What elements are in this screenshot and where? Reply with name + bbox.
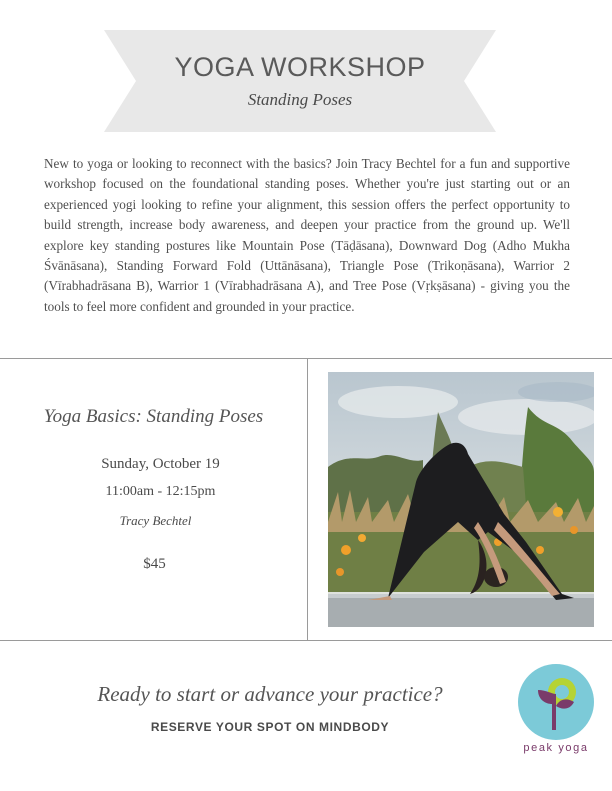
yoga-downward-dog-photo [328, 372, 594, 627]
call-to-action: Ready to start or advance your practice? [97, 682, 443, 706]
logo-text: peak yoga [523, 742, 589, 754]
event-instructor: Tracy Bechtel [119, 513, 192, 528]
event-price: $45 [143, 556, 166, 572]
reserve-link[interactable]: RESERVE YOUR SPOT ON MINDBODY [150, 720, 390, 734]
bottom-divider [0, 640, 612, 641]
vertical-divider [307, 358, 308, 640]
peak-yoga-logo [516, 660, 596, 760]
intro-paragraph: New to yoga or looking to reconnect with the basics? Join Tracy Bechtel for a fun and supportive workshop focused on the foundational standing poses. Whether you're just starting out or an experienced yogi looking to refine your alignment, this session offers the perfect opportunity to build strength, increase body awareness, and deepen your practice from the ground up. We'll explore key standing postures like Mountain Pose (Tāḍāsana), Downward Dog (Adho Mukha Śvānāsana), Standing Forward Fold (Uttānāsana), Triangle Pose (Trikoṇāsana), Warrior 2 (Vīrabhadrāsana B), Warrior 1 (Vīrabhadrāsana A), and Tree Pose (Vṛkṣāsana) - giving you the tools to feel more confident and grounded in your practice. [44, 156, 570, 314]
event-time: 11:00am - 12:15pm [105, 484, 216, 499]
event-title: Yoga Basics: Standing Poses [43, 406, 264, 427]
event-date: Sunday, October 19 [101, 456, 220, 472]
page-title: YOGA WORKSHOP [174, 52, 426, 82]
peak-leaf-icon [518, 664, 594, 740]
title-banner [104, 30, 496, 132]
page-subtitle: Standing Poses [247, 90, 353, 109]
event-details [0, 358, 307, 640]
